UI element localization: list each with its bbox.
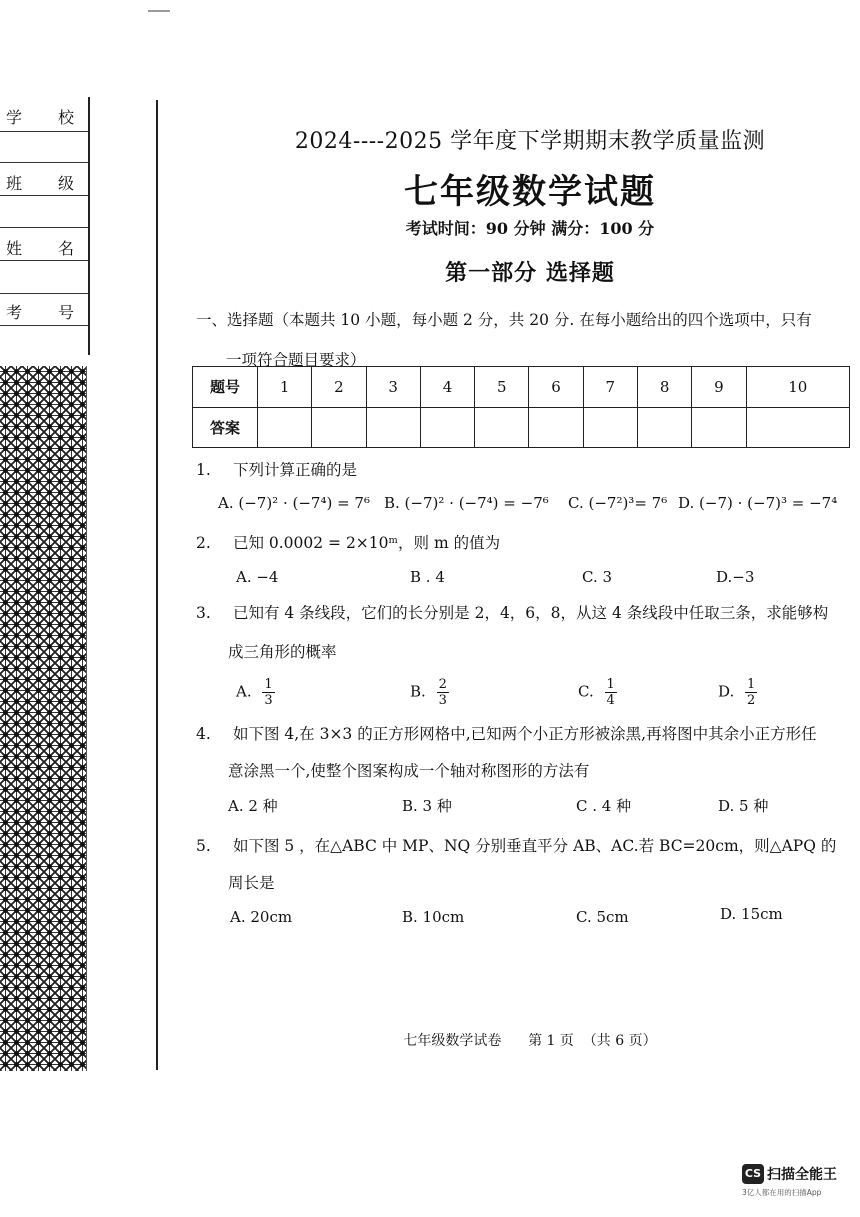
option-letter: B. [410, 682, 426, 701]
option-c: C. 3 [582, 568, 613, 586]
numerator: 1 [606, 677, 615, 692]
section-title: 第一部分 选择题 [445, 260, 615, 286]
label-char: 姓 [6, 239, 23, 258]
option-c: C. 5cm [576, 908, 629, 926]
option-a [236, 677, 275, 708]
fraction [437, 677, 449, 708]
question-number-cell: 2 [312, 367, 366, 408]
top-mark [148, 10, 170, 12]
divider [0, 162, 88, 163]
question-number: 2. [196, 534, 211, 552]
question-number-cell: 8 [637, 367, 691, 408]
answer-cell[interactable] [529, 407, 583, 448]
scanner-tagline: 3亿人都在用的扫描App [742, 1187, 822, 1197]
exam-meta: 考试时间：90 分钟 满分：100 分 [405, 219, 655, 238]
answer-cell[interactable] [583, 407, 637, 448]
label-char: 考 [6, 303, 23, 322]
question-1 [196, 458, 357, 480]
answer-cell[interactable] [475, 407, 529, 448]
option-d: D. 5 种 [718, 797, 769, 815]
question-number-cell: 6 [529, 367, 583, 408]
table-header-cell: 答案 [193, 407, 258, 448]
answer-cell[interactable] [312, 407, 366, 448]
option-d: D. (−7) · (−7)³ = −7⁴ [678, 494, 838, 512]
table-header-cell: 题号 [193, 367, 258, 408]
question-number-cell: 10 [746, 367, 849, 408]
question-number-cell: 7 [583, 367, 637, 408]
label-char: 学 [6, 108, 23, 127]
label-char: 号 [58, 303, 75, 322]
fraction [605, 677, 617, 708]
answer-cell[interactable] [420, 407, 474, 448]
question-3-continued: 成三角形的概率 [228, 643, 337, 661]
question-5 [196, 834, 836, 856]
label-char: 名 [58, 239, 75, 258]
divider [0, 325, 88, 326]
answer-cell[interactable] [746, 407, 849, 448]
instructions-line: 一、选择题（本题共 10 小题，每小题 2 分，共 20 分. 在每小题给出的四个选项中，只有 [196, 311, 812, 329]
option-b [410, 677, 449, 708]
question-number-cell: 4 [420, 367, 474, 408]
fraction [745, 677, 757, 708]
numerator: 1 [747, 677, 756, 692]
question-text: 下列计算正确的是 [232, 461, 357, 479]
numerator: 2 [438, 677, 447, 692]
option-b: B. (−7)² · (−7⁴) = −7⁶ [384, 494, 549, 512]
option-b: B . 4 [410, 568, 445, 586]
exam-title: 七年级数学试题 [404, 172, 656, 212]
question-number-cell: 1 [258, 367, 312, 408]
label-char: 校 [58, 108, 75, 127]
question-number-cell: 9 [692, 367, 746, 408]
question-number: 1. [196, 461, 211, 479]
security-pattern [0, 366, 87, 1071]
divider [0, 195, 88, 196]
divider [0, 293, 88, 294]
question-4 [196, 722, 817, 744]
option-letter: A. [236, 682, 252, 701]
option-letter: D. [718, 682, 735, 701]
scanner-name: 扫描全能王 [767, 1166, 837, 1183]
question-text: 如下图 4,在 3×3 的正方形网格中,已知两个小正方形被涂黑,再将图中其余小正方形任 [232, 725, 817, 743]
option-a: A. −4 [236, 568, 279, 586]
label-char: 级 [58, 174, 75, 193]
exam-term-title: 2024----2025 学年度下学期期末教学质量监测 [294, 129, 766, 154]
answer-cell[interactable] [692, 407, 746, 448]
answer-table [192, 366, 850, 448]
option-a: A. (−7)² · (−7⁴) = 7⁶ [218, 494, 370, 512]
question-2 [196, 531, 500, 553]
question-number-cell: 5 [475, 367, 529, 408]
table-row [193, 367, 850, 408]
option-b: B. 3 种 [402, 797, 452, 815]
option-b: B. 10cm [402, 908, 465, 926]
option-d: D. 15cm [720, 905, 783, 923]
answer-cell[interactable] [258, 407, 312, 448]
answer-cell[interactable] [637, 407, 691, 448]
option-c: C . 4 种 [576, 797, 632, 815]
table-row [193, 407, 850, 448]
scanner-watermark [742, 1163, 837, 1198]
option-c: C. (−7²)³= 7⁶ [568, 494, 668, 512]
question-text: 如下图 5 ，在△ABC 中 MP、NQ 分别垂直平分 AB、AC.若 BC=20cm，则△APQ 的 [232, 837, 837, 855]
option-c [578, 677, 617, 708]
denominator: 4 [606, 693, 615, 708]
fraction [262, 677, 274, 708]
student-info-box [0, 97, 90, 355]
denominator: 3 [438, 693, 447, 708]
divider [0, 131, 88, 132]
label-char: 班 [6, 174, 23, 193]
denominator: 2 [747, 693, 756, 708]
denominator: 3 [264, 693, 273, 708]
numerator: 1 [264, 677, 273, 692]
instructions-line: 一项符合题目要求） [226, 351, 366, 369]
option-a: A. 20cm [230, 908, 293, 926]
divider [0, 227, 88, 228]
answer-cell[interactable] [366, 407, 420, 448]
question-4-continued: 意涂黑一个,使整个图案构成一个轴对称图形的方法有 [228, 762, 590, 780]
scanner-logo-icon: CS [742, 1164, 764, 1184]
binding-line [156, 100, 158, 1070]
option-letter: C. [578, 682, 594, 701]
question-text: 已知 0.0002 = 2×10ᵐ，则 m 的值为 [232, 534, 501, 552]
question-number: 4. [196, 725, 211, 743]
question-number: 3. [196, 604, 211, 622]
question-number: 5. [196, 837, 211, 855]
page-footer: 七年级数学试卷 第 1 页 （共 6 页） [403, 1033, 657, 1049]
option-a: A. 2 种 [228, 797, 278, 815]
divider [0, 260, 88, 261]
question-number-cell: 3 [366, 367, 420, 408]
option-d: D.−3 [716, 568, 755, 586]
question-5-continued: 周长是 [228, 874, 275, 892]
question-text: 已知有 4 条线段，它们的长分别是 2，4，6，8，从这 4 条线段中任取三条，求能够构 [232, 604, 829, 622]
question-3 [196, 601, 828, 623]
option-d [718, 677, 757, 708]
